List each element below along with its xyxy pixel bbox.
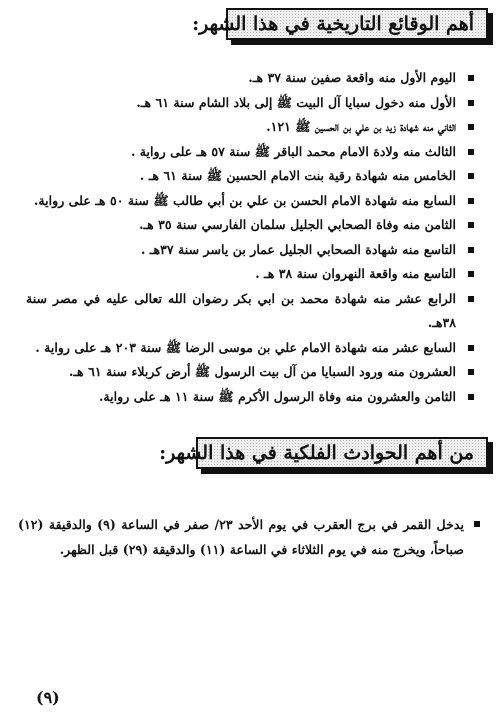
event-list-item (26, 66, 478, 91)
bullet-icon (468, 149, 474, 155)
event-text: اليوم الأول منه واقعة صفين سنة ٣٧ هـ. (248, 70, 456, 85)
bullet-icon (468, 198, 474, 204)
event-text: الخامس منه شهادة رقية بنت الامام الحسين ﷺ سنة ٦١ هـ . (139, 168, 456, 183)
bullet-icon (468, 124, 474, 130)
event-list-item (26, 238, 478, 263)
event-text: الثامن منه وفاة الصحابي الجليل سلمان الفارسي سنة ٣٥ هـ. (139, 217, 456, 232)
event-list-item (26, 164, 478, 189)
event-text: الثامن والعشرون منه وفاة الرسول الأكرم ﷺ سنة ١١ هـ على رواية. (99, 388, 456, 404)
bullet-icon (474, 521, 480, 527)
event-text: الثاني منه شهادة زيد بن علي بن الحسين ﷺ ١٢١. (266, 119, 456, 134)
event-list-item (26, 287, 478, 336)
event-text: الرابع عشر منه شهادة محمد بن ابي بكر رضوان الله تعالى عليه في مصر سنة ٣٨هـ. (26, 290, 456, 330)
event-list-item (26, 336, 478, 361)
bullet-icon (468, 345, 474, 351)
bullet-icon (468, 75, 474, 81)
bullet-icon (468, 100, 474, 106)
page-number: (٩) (36, 688, 60, 707)
event-text: العشرون منه ورود السبايا من آل بيت الرسول ﷺ أرض كربلاء سنة ٦١ هـ. (68, 364, 456, 379)
section-title: أهم الوقائع التاريخية في هذا الشهر: (192, 13, 474, 35)
event-list-item (26, 213, 478, 238)
event-list-item (26, 91, 478, 116)
event-list-item (26, 385, 478, 410)
bullet-icon (468, 271, 474, 277)
bullet-icon (468, 173, 474, 179)
event-text: التاسع منه واقعة النهروان سنة ٣٨ هـ . (255, 266, 456, 281)
event-list-item (26, 115, 478, 140)
event-list-item (26, 360, 478, 385)
event-text: السابع عشر منه شهادة الامام علي بن موسى الرضا ﷺ سنة ٢٠٣ هـ على رواية . (35, 339, 456, 355)
event-text: الأول منه دخول سبايا آل البيت ﷺ إلى بلاد الشام سنة ٦١ هـ. (136, 94, 456, 110)
event-text: التاسع منه شهادة الصحابي الجليل عمار بن ياسر سنة ٣٧هـ . (141, 241, 456, 257)
historical-events-list (26, 66, 478, 409)
bullet-icon (468, 222, 474, 228)
bullet-icon (468, 369, 474, 375)
event-list-item (26, 262, 478, 287)
astronomical-event-text: يدخل القمر في برج العقرب في يوم الأحد ٢٣/ صفر في الساعة (٩) والدقيقة (١٢) صباحاً، ويخرج منه في يوم الثلاثاء في الساعة (١١) والدقيقة (٢٩) قبل الظهر. (18, 517, 464, 557)
bullet-icon (468, 247, 474, 253)
bullet-icon (468, 296, 474, 302)
section-title: من أهم الحوادث الفلكية في هذا الشهر: (159, 442, 474, 464)
section-heading-astronomical-events (159, 437, 488, 469)
bullet-icon (468, 394, 474, 400)
event-text: السابع منه شهادة الامام الحسن بن علي بن أبي طالب ﷺ سنة ٥٠ هـ على رواية. (33, 192, 456, 208)
event-list-item (26, 189, 478, 214)
astronomical-event-paragraph (18, 512, 484, 562)
event-text: الثالث منه ولادة الامام محمد الباقر ﷺ سنة ٥٧ هـ على رواية . (131, 143, 456, 159)
section-heading-historical-events (192, 8, 488, 40)
event-list-item (26, 140, 478, 165)
